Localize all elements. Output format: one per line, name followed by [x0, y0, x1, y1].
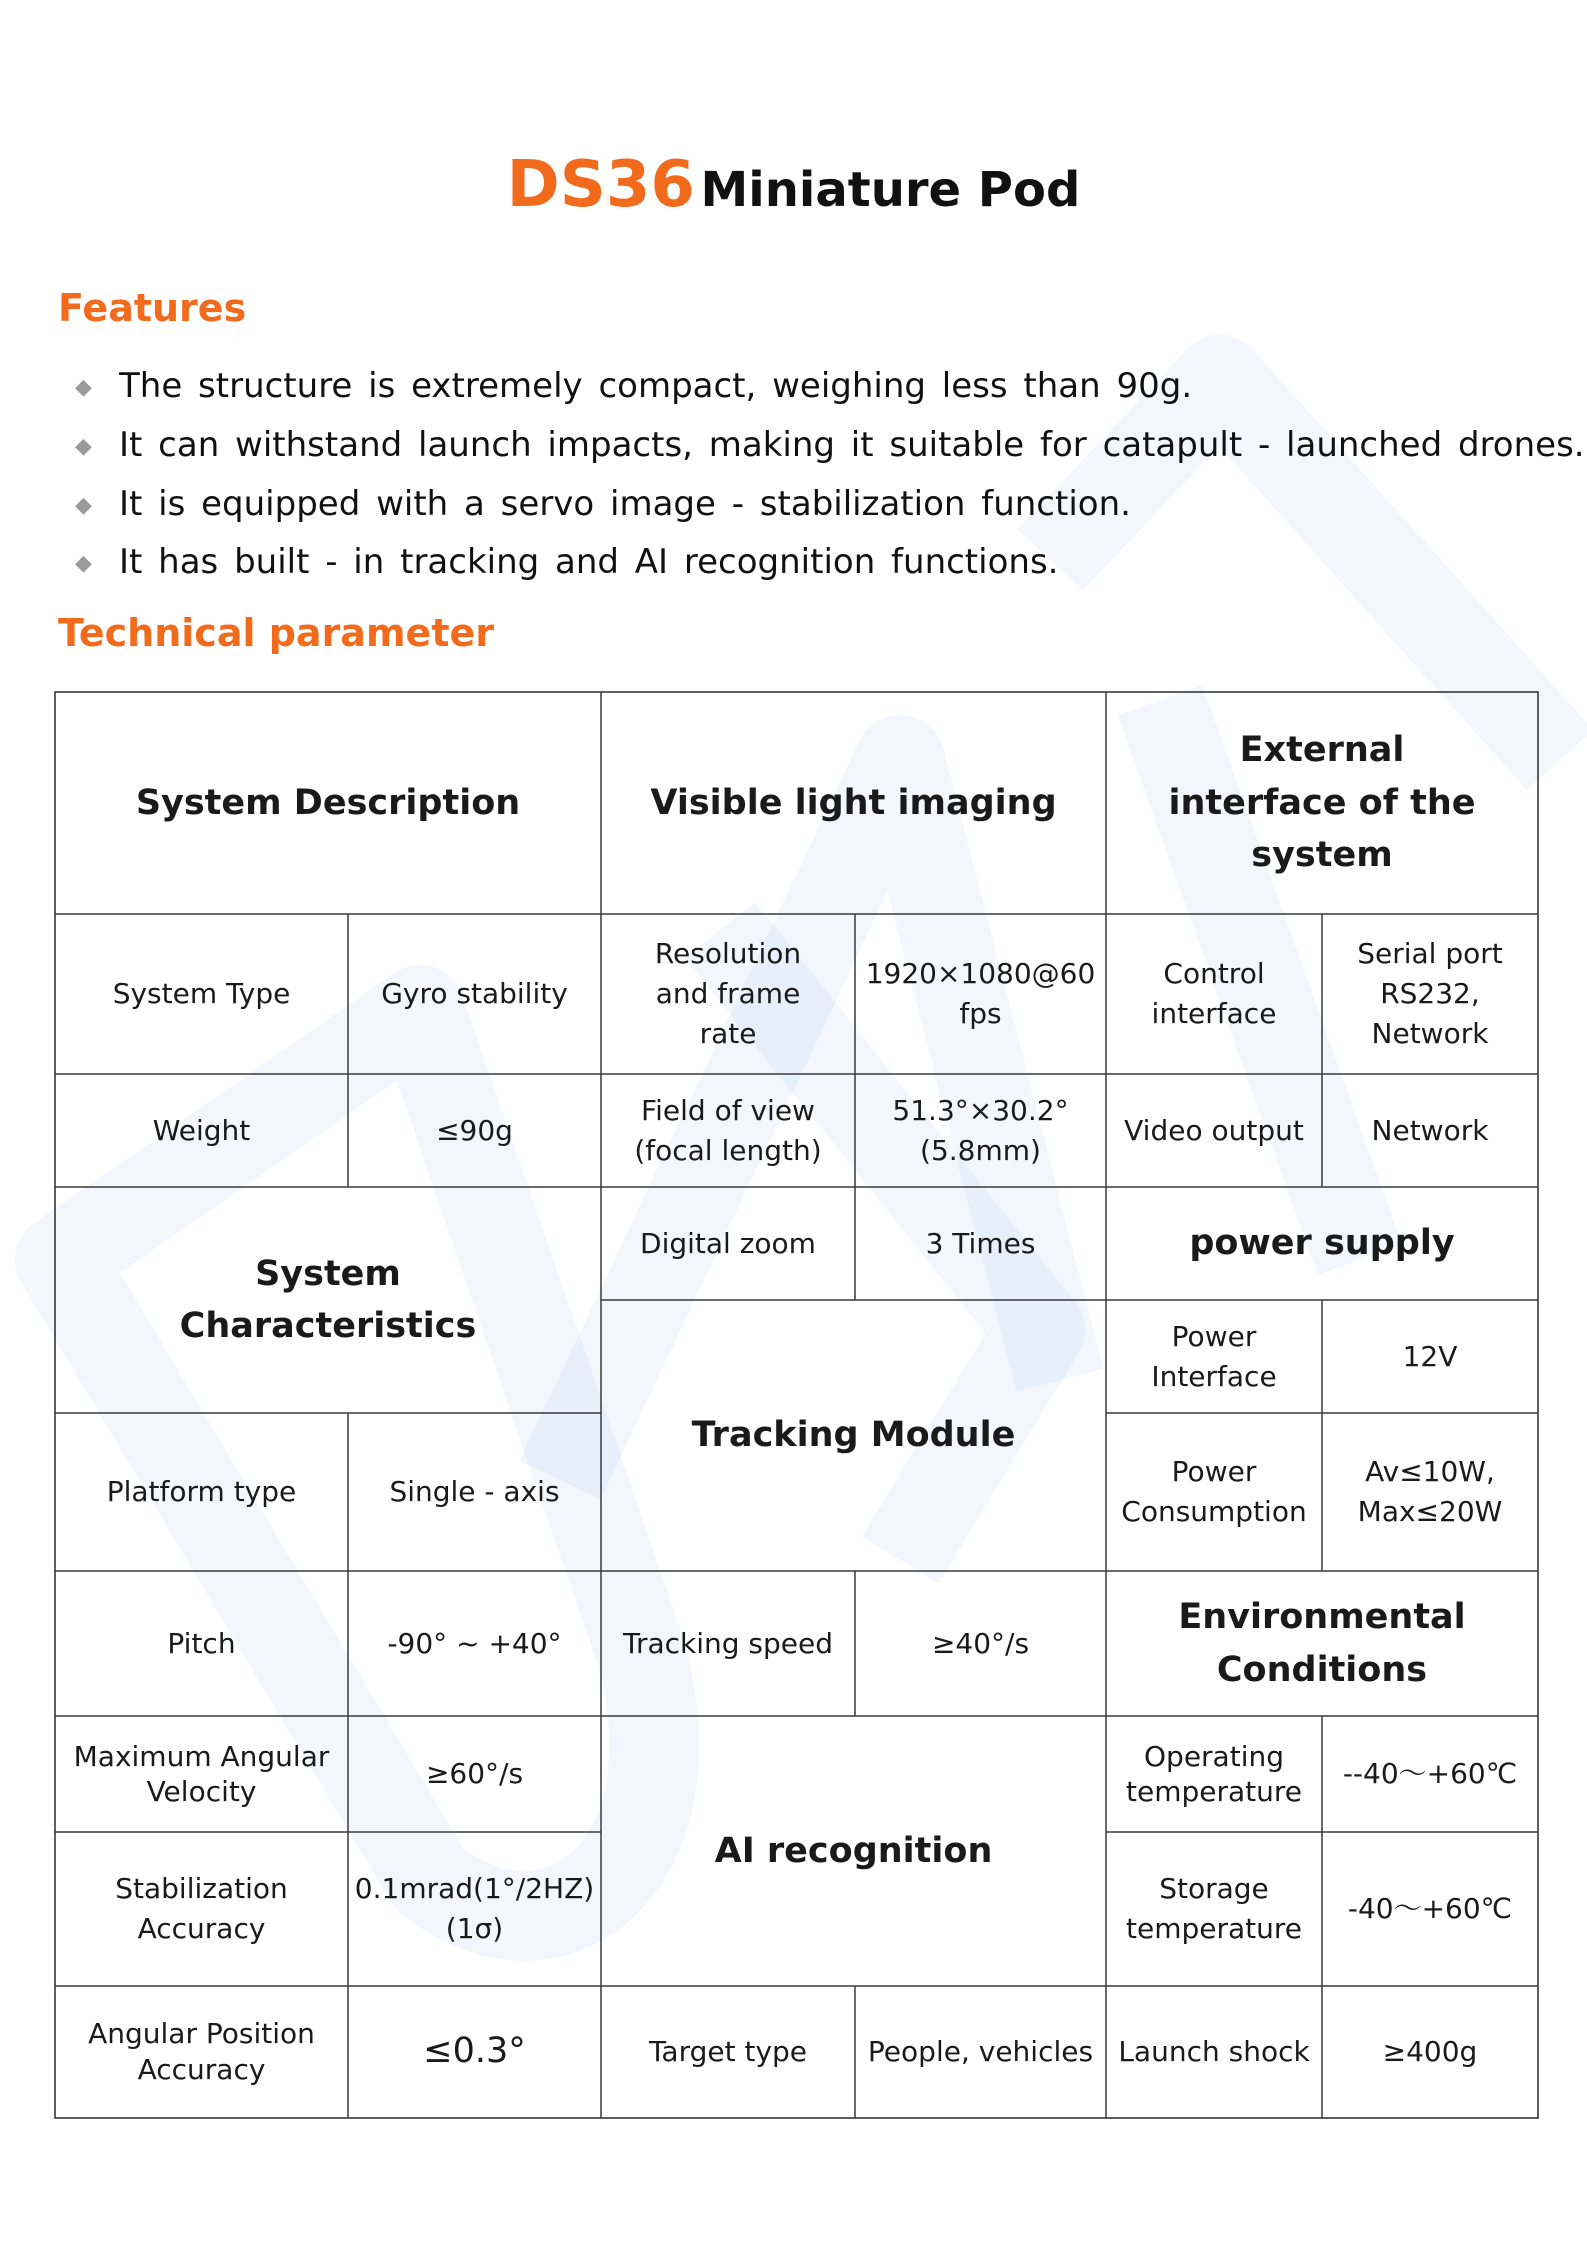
- digital-zoom-value: 3 Times: [925, 1226, 1036, 1260]
- stabilization-accuracy-value: 0.1mrad(1°/2HZ) (1σ): [354, 1872, 595, 1945]
- feature-item: ◆ It has built - in tracking and AI recognition functions.: [75, 542, 1059, 582]
- pitch-value: -90° ~ +40°: [387, 1626, 562, 1660]
- platform-type-value: Single - axis: [389, 1475, 560, 1509]
- storage-temperature-label: Storage temperature: [1126, 1872, 1302, 1945]
- digital-zoom-label: Digital zoom: [640, 1226, 816, 1260]
- system-characteristics-header: System Characteristics: [179, 1253, 477, 1346]
- angular-position-accuracy-value: ≤0.3°: [423, 2031, 526, 2072]
- target-type-value: People, vehicles: [867, 2035, 1094, 2069]
- stabilization-accuracy-label: Stabilization Accuracy: [115, 1872, 288, 1945]
- diamond-bullet-icon: ◆: [75, 434, 92, 459]
- pitch-label: Pitch: [167, 1626, 236, 1660]
- diamond-bullet-icon: ◆: [75, 375, 92, 400]
- video-output-value: Network: [1371, 1113, 1489, 1147]
- technical-parameter-heading: Technical parameter: [58, 611, 494, 655]
- diamond-bullet-icon: ◆: [75, 551, 92, 576]
- operating-temperature-label: Operating temperature: [1126, 1740, 1302, 1808]
- feature-item: ◆ The structure is extremely compact, weighing less than 90g.: [75, 366, 1193, 406]
- control-interface-value: Serial port RS232, Network: [1357, 937, 1503, 1050]
- power-supply-header: power supply: [1189, 1223, 1455, 1264]
- power-interface-value: 12V: [1402, 1339, 1458, 1373]
- system-type-value: Gyro stability: [381, 977, 568, 1011]
- operating-temperature-value: --40～+60℃: [1342, 1757, 1518, 1791]
- feature-item: ◆ It is equipped with a servo image - stabilization function.: [75, 484, 1131, 524]
- launch-shock-value: ≥400g: [1382, 2035, 1478, 2069]
- control-interface-label: Control interface: [1151, 957, 1277, 1030]
- weight-label: Weight: [152, 1113, 251, 1147]
- platform-type-label: Platform type: [106, 1475, 297, 1509]
- title-product-name: Miniature Pod: [700, 162, 1081, 218]
- diamond-bullet-icon: ◆: [75, 493, 92, 518]
- external-interface-header: External interface of the system: [1168, 730, 1476, 876]
- title-brand: DS36: [506, 148, 695, 222]
- max-angular-velocity-label: Maximum Angular Velocity: [73, 1740, 330, 1808]
- page-title: [0, 148, 1587, 222]
- tracking-module-header: Tracking Module: [691, 1415, 1016, 1456]
- tracking-speed-value: ≥40°/s: [931, 1626, 1030, 1660]
- power-interface-label: Power Interface: [1151, 1319, 1277, 1393]
- tracking-speed-label: Tracking speed: [622, 1626, 834, 1660]
- resolution-value: 1920×1080@60fps: [865, 957, 1096, 1030]
- feature-item: ◆ It can withstand launch impacts, making it suitable for catapult - launched drones.: [75, 425, 1585, 465]
- field-of-view-label: Field of view (focal length): [634, 1093, 822, 1167]
- environmental-conditions-header: Environmental Conditions: [1178, 1597, 1466, 1690]
- visible-light-imaging-header: Visible light imaging: [650, 782, 1057, 823]
- video-output-label: Video output: [1124, 1113, 1304, 1147]
- features-heading: Features: [58, 286, 247, 330]
- target-type-label: Target type: [648, 2035, 808, 2069]
- resolution-label: Resolution and frame rate: [654, 937, 802, 1050]
- angular-position-accuracy-label: Angular Position Accuracy: [88, 2016, 315, 2086]
- power-consumption-value: Av≤10W, Max≤20W: [1357, 1455, 1503, 1528]
- power-consumption-label: Power Consumption: [1121, 1455, 1307, 1528]
- system-description-header: System Description: [135, 782, 521, 823]
- storage-temperature-value: -40～+60℃: [1347, 1892, 1513, 1926]
- launch-shock-label: Launch shock: [1118, 2035, 1310, 2069]
- field-of-view-value: 51.3°×30.2° (5.8mm): [892, 1093, 1069, 1167]
- max-angular-velocity-value: ≥60°/s: [425, 1757, 524, 1791]
- weight-value: ≤90g: [436, 1113, 513, 1147]
- ai-recognition-header: AI recognition: [714, 1830, 993, 1871]
- system-type-label: System Type: [112, 977, 291, 1011]
